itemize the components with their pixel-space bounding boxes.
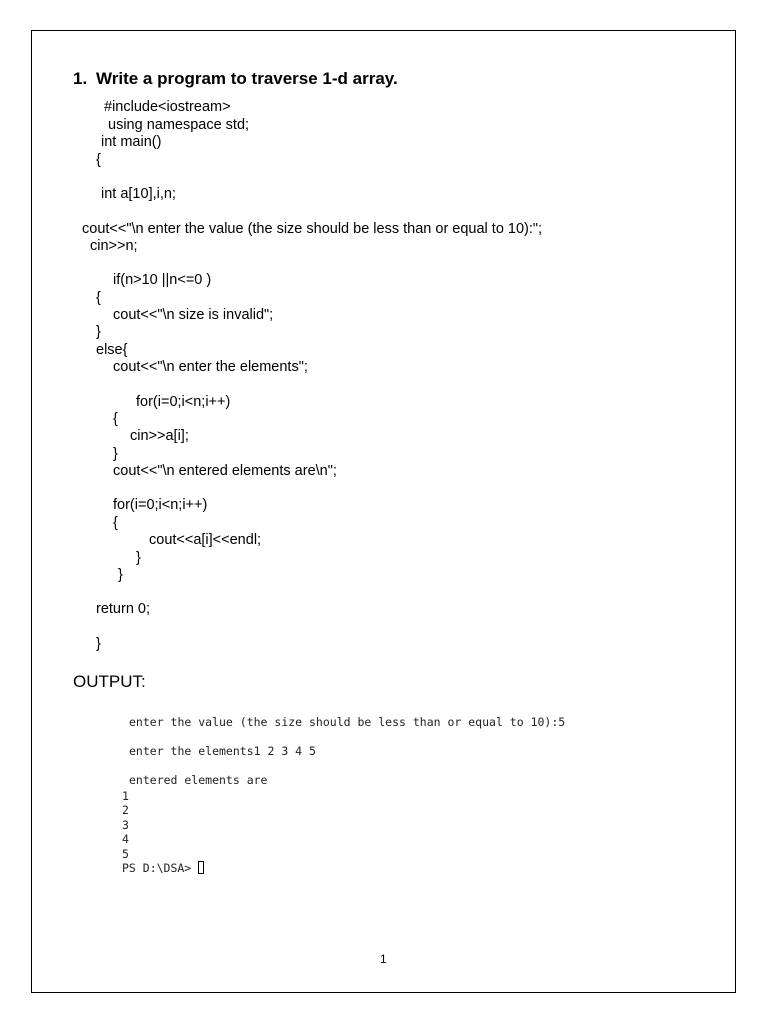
code-line: cout<<"\n entered elements are\n"; — [113, 463, 337, 479]
question-title: Write a program to traverse 1-d array. — [96, 69, 398, 88]
terminal-cursor — [198, 861, 204, 874]
code-line: } — [113, 446, 118, 462]
code-line: { — [113, 515, 118, 531]
terminal-line: 3 — [122, 818, 129, 832]
code-line: { — [96, 152, 101, 168]
output-heading: OUTPUT: — [73, 672, 146, 691]
terminal-prompt: PS D:\DSA> — [122, 861, 192, 875]
terminal-line: enter the elements1 2 3 4 5 — [129, 744, 316, 758]
terminal-line: 2 — [122, 803, 129, 817]
terminal-line: 5 — [122, 847, 129, 861]
code-line: int main() — [101, 134, 162, 150]
page-number: 1 — [380, 952, 387, 966]
terminal-line: 1 — [122, 789, 129, 803]
code-line: return 0; — [96, 601, 150, 617]
code-line: cout<<"\n size is invalid"; — [113, 307, 274, 323]
code-line: #include<iostream> — [104, 99, 231, 115]
code-line: if(n>10 ||n<=0 ) — [113, 272, 212, 288]
code-line: } — [96, 324, 101, 340]
code-line: cin>>n; — [90, 238, 138, 254]
code-line: cout<<a[i]<<endl; — [149, 532, 262, 548]
terminal-line: entered elements are — [129, 773, 268, 787]
code-line: { — [113, 411, 118, 427]
code-line: int a[10],i,n; — [101, 186, 176, 202]
terminal-line: 4 — [122, 832, 129, 846]
code-line: else{ — [96, 342, 128, 358]
code-line: { — [96, 290, 101, 306]
code-line: cin>>a[i]; — [130, 428, 189, 444]
code-line: for(i=0;i<n;i++) — [113, 497, 208, 513]
code-line: cout<<"\n enter the value (the size should be less than or equal to 10):"; — [82, 221, 543, 237]
code-line: } — [118, 567, 123, 583]
terminal-line: enter the value (the size should be less than or equal to 10):5 — [129, 715, 566, 729]
code-line: for(i=0;i<n;i++) — [136, 394, 231, 410]
code-line: using namespace std; — [108, 117, 250, 133]
question-number: 1. — [73, 69, 88, 88]
code-line: } — [96, 636, 101, 652]
code-line: cout<<"\n enter the elements"; — [113, 359, 308, 375]
code-line: } — [136, 550, 141, 566]
